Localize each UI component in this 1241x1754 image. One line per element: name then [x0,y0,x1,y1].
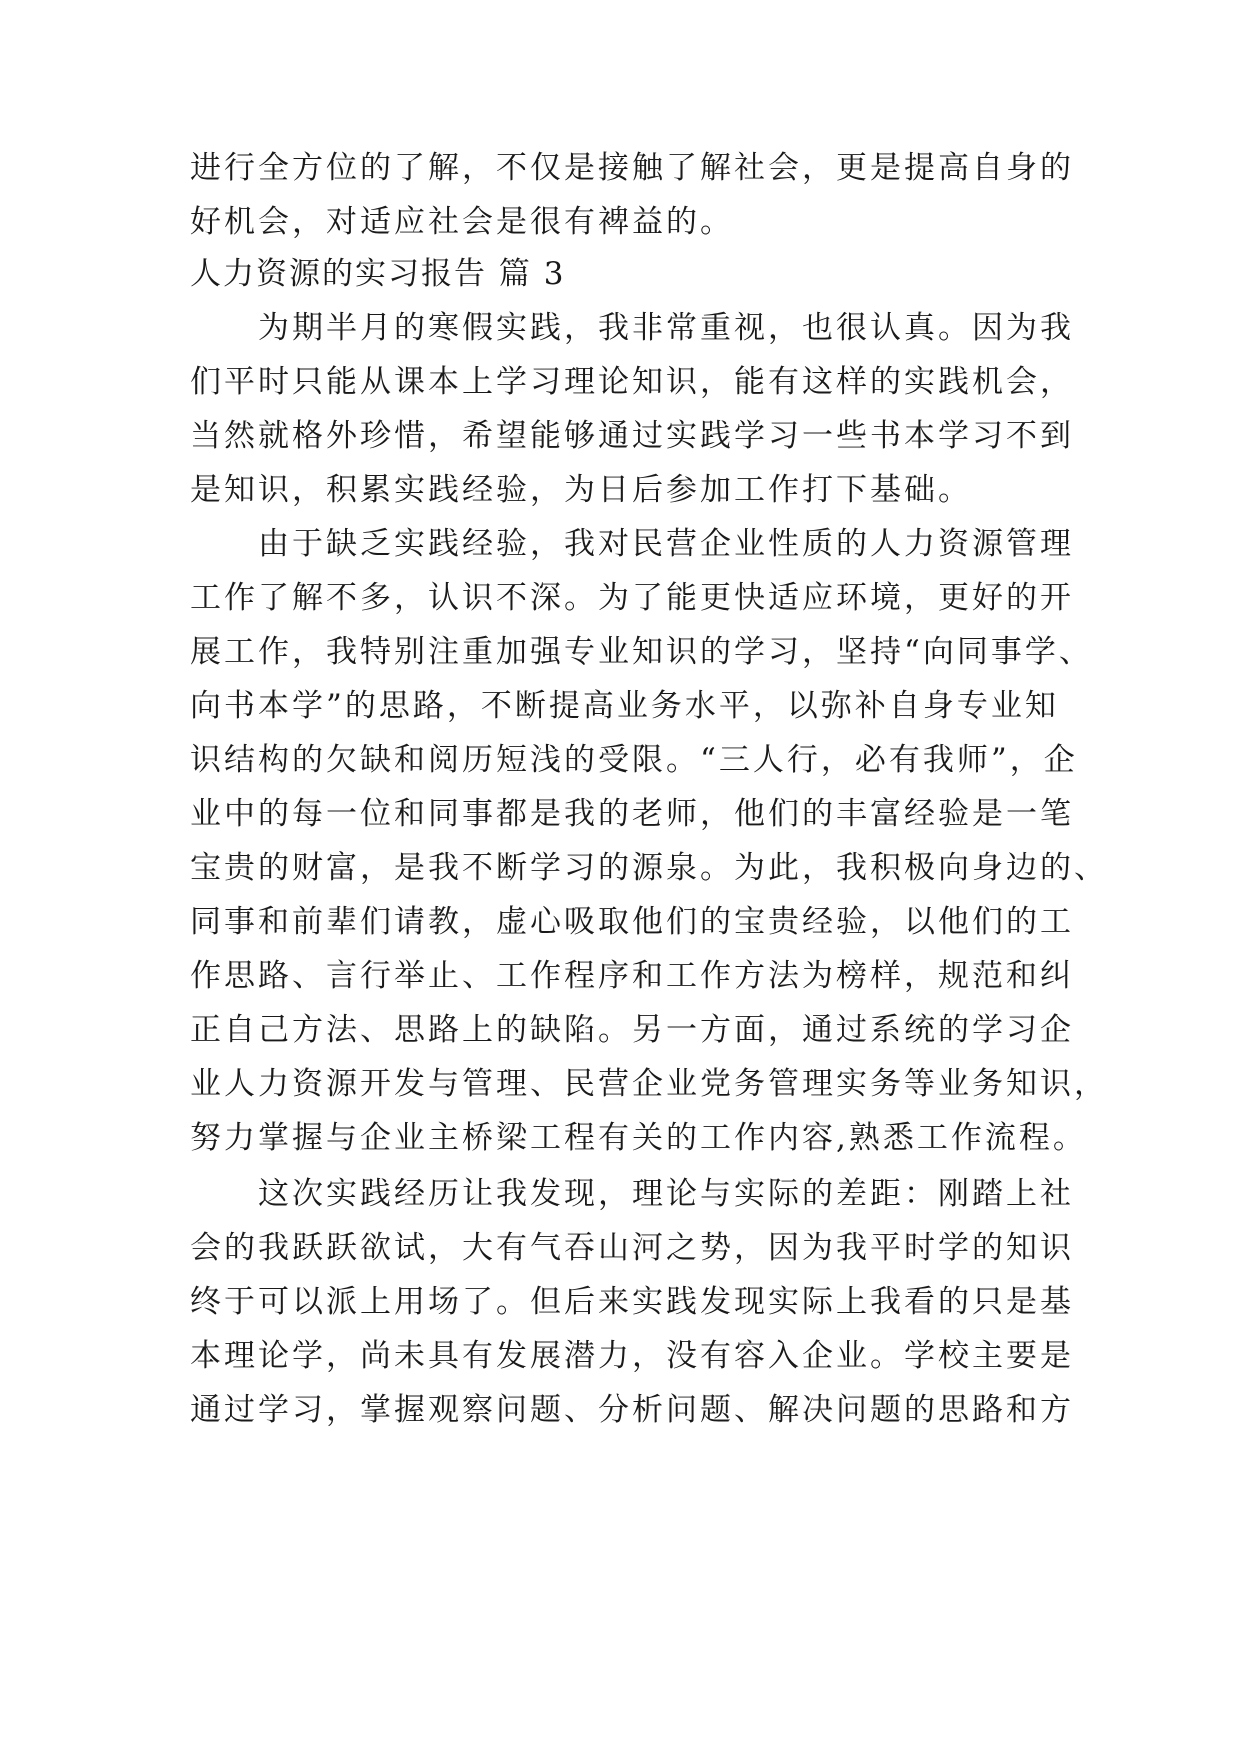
paragraph-line: 识结构的欠缺和阅历短浅的受限。“三人行，必有我师”，企 [190,742,1078,778]
paragraph-line: 进行全方位的了解，不仅是接触了解社会，更是提高自身的 [190,150,1074,186]
paragraph-line: 会的我跃跃欲试，大有气吞山河之势，因为我平时学的知识 [190,1230,1074,1266]
paragraph-line: 作思路、言行举止、工作程序和工作方法为榜样，规范和纠 [190,958,1074,994]
paragraph-line: 当然就格外珍惜，希望能够通过实践学习一些书本学习不到 [190,418,1074,454]
paragraph-line: 展工作，我特别注重加强专业知识的学习，坚持“向同事学、 [190,634,1093,670]
paragraph-line: 业中的每一位和同事都是我的老师，他们的丰富经验是一笔 [190,796,1074,832]
paragraph-line: 这次实践经历让我发现，理论与实际的差距：刚踏上社 [258,1176,1074,1212]
paragraph-line: 工作了解不多，认识不深。为了能更快适应环境，更好的开 [190,580,1074,616]
paragraph-line: 是知识，积累实践经验，为日后参加工作打下基础。 [190,472,972,508]
paragraph-line: 们平时只能从课本上学习理论知识，能有这样的实践机会， [190,364,1074,400]
paragraph-line: 为期半月的寒假实践，我非常重视，也很认真。因为我 [258,310,1074,346]
paragraph-line: 通过学习，掌握观察问题、分析问题、解决问题的思路和方 [190,1392,1074,1428]
paragraph-line: 同事和前辈们请教，虚心吸取他们的宝贵经验，以他们的工 [190,904,1074,940]
paragraph-line: 终于可以派上用场了。但后来实践发现实际上我看的只是基 [190,1284,1074,1320]
paragraph-line: 本理论学，尚未具有发展潜力，没有容入企业。学校主要是 [190,1338,1074,1374]
paragraph-line: 努力掌握与企业主桥梁工程有关的工作内容,熟悉工作流程。 [190,1120,1087,1156]
paragraph-line: 正自己方法、思路上的缺陷。另一方面，通过系统的学习企 [190,1012,1074,1048]
paragraph-line: 由于缺乏实践经验，我对民营企业性质的人力资源管理 [258,526,1074,562]
paragraph-line: 好机会，对适应社会是很有裨益的。 [190,204,734,240]
paragraph-line: 业人力资源开发与管理、民营企业党务管理实务等业务知识， [190,1066,1108,1102]
section-heading: 人力资源的实习报告 篇 3 [190,256,566,292]
paragraph-line: 向书本学”的思路，不断提高业务水平，以弥补自身专业知 [190,688,1059,724]
paragraph-line: 宝贵的财富，是我不断学习的源泉。为此，我积极向身边的、 [190,850,1108,886]
